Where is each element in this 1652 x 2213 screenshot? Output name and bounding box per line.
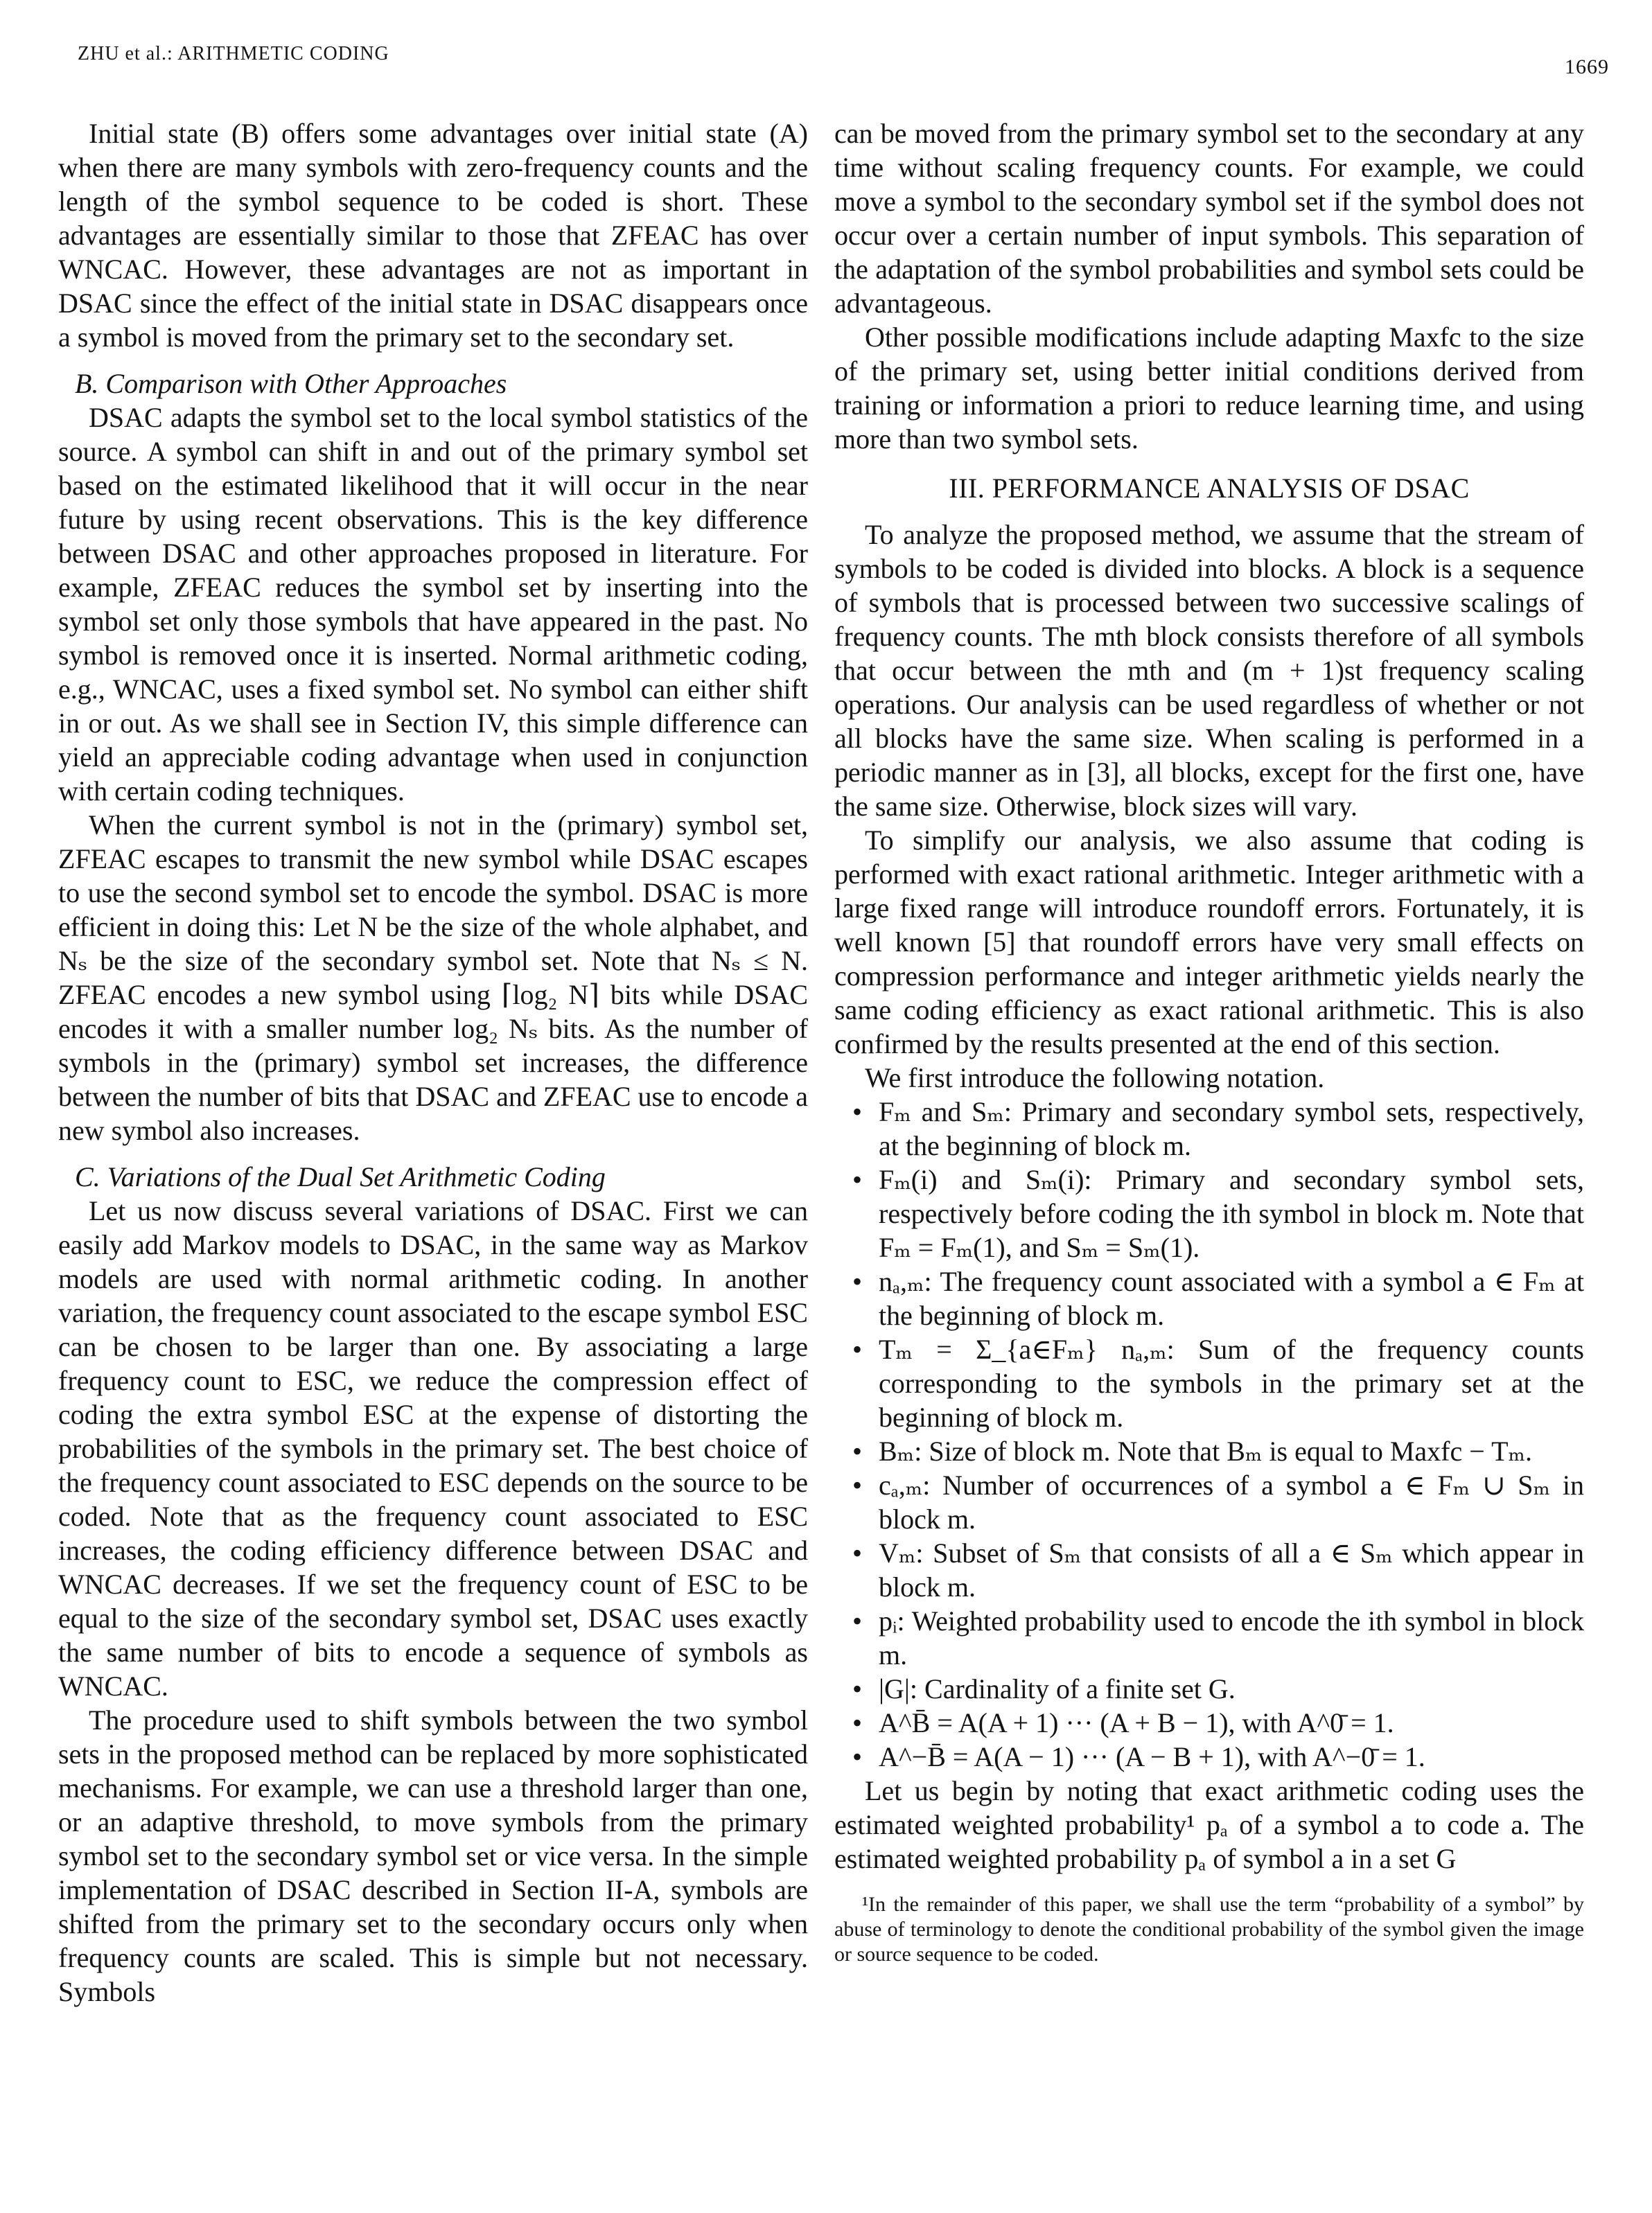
paragraph: To simplify our analysis, we also assume that coding is performed with exact rational arithmetic. Integer arithmetic with a large fixed range will introduce roundoff errors. Fortunately, it is well known [5] that roundoff errors have very small effects on compression performance and integer arithmetic yields nearly the same coding efficiency as exact rational arithmetic. This is also confirmed by the results presented at the end of this section. <box>834 825 1584 1059</box>
paragraph: We first introduce the following notation. <box>865 1062 1325 1093</box>
paragraph: To analyze the proposed method, we assume that the stream of symbols to be coded is divided into blocks. A block is a sequence of symbols that is processed between two successive scalings of frequency counts. The mth block consists therefore of all symbols that occur between the mth and (m + 1)st frequency scaling operations. Our analysis can be used regardless of whether or not all blocks have the same size. When scaling is performed in a periodic manner as in [3], all blocks, except for the first one, have the same size. Otherwise, block sizes will vary. <box>834 519 1584 822</box>
notation-item: • A^B̄ = A(A + 1) ··· (A + B − 1), with A^0̄ = 1. <box>852 1706 1584 1740</box>
footnote: ¹In the remainder of this paper, we shall use the term “probability of a symbol” by abuse of terminology to denote the conditional probability of the symbol given the image or source sequence to be coded. <box>834 1893 1584 1966</box>
notation-item: • Tₘ = Σ_{a∈Fₘ} nₐ,ₘ: Sum of the frequency counts corresponding to the symbols in the primary set at the beginning of block m. <box>852 1332 1584 1434</box>
paragraph: Other possible modifications include adapting Maxfc to the size of the primary set, using better initial conditions derived from training or information a priori to reduce learning time, and using more than two symbol sets. <box>834 321 1584 455</box>
subsection-heading: C. Variations of the Dual Set Arithmetic Coding <box>75 1161 606 1192</box>
notation-item: • Fₘ(i) and Sₘ(i): Primary and secondary symbol sets, respectively before coding the ith symbol in block m. Note that Fₘ = Fₘ(1), and Sₘ = Sₘ(1). <box>852 1163 1584 1264</box>
page-number: 1669 <box>1565 55 1609 78</box>
subsection-heading: B. Comparison with Other Approaches <box>75 368 507 399</box>
notation-item: • Vₘ: Subset of Sₘ that consists of all a ∈ Sₘ which appear in block m. <box>852 1536 1584 1604</box>
paragraph: DSAC adapts the symbol set to the local symbol statistics of the source. A symbol can shift in and out of the primary symbol set based on the estimated likelihood that it will occur in the near future by using recent observations. This is the key difference between DSAC and other approaches proposed in literature. For example, ZFEAC reduces the symbol set by inserting into the symbol set only those symbols that have appeared in the past. No symbol is removed once it is inserted. Normal arithmetic coding, e.g., WNCAC, uses a fixed symbol set. No symbol can either shift in or out. As we shall see in Section IV, this simple difference can yield an appreciable coding advantage when used in conjunction with certain coding techniques. <box>58 402 808 806</box>
paragraph: When the current symbol is not in the (primary) symbol set, ZFEAC escapes to transmit the new symbol while DSAC escapes to use the second symbol set to encode the symbol. DSAC is more efficient in doing this: Let N be the size of the whole alphabet, and Nₛ be the size of the secondary symbol set. Note that Nₛ ≤ N. ZFEAC encodes a new symbol using ⌈log₂ N⌉ bits while DSAC encodes it with a smaller number log₂ Nₛ bits. As the number of symbols in the (primary) symbol set increases, the difference between the number of bits that DSAC and ZFEAC use to encode a new symbol also increases. <box>58 809 808 1146</box>
paragraph: Let us begin by noting that exact arithmetic coding uses the estimated weighted probability¹ pₐ of a symbol a to code a. The estimated weighted probability pₐ of symbol a in a set G <box>834 1775 1584 1874</box>
paragraph: Initial state (B) offers some advantages over initial state (A) when there are many symbols with zero-frequency counts and the length of the symbol sequence to be coded is short. These advantages are essentially similar to those that ZFEAC has over WNCAC. However, these advantages are not as important in DSAC since the effect of the initial state in DSAC disappears once a symbol is moved from the primary set to the secondary set. <box>58 118 808 353</box>
notation-item: • cₐ,ₘ: Number of occurrences of a symbol a ∈ Fₘ ∪ Sₘ in block m. <box>852 1468 1584 1536</box>
notation-item: • A^−B̄ = A(A − 1) ··· (A − B + 1), with A^−0̄ = 1. <box>852 1740 1584 1774</box>
left-column <box>58 116 808 2009</box>
paragraph: Let us now discuss several variations of DSAC. First we can easily add Markov models to DSAC, in the same way as Markov models are used with normal arithmetic coding. In another variation, the frequency count associated to the escape symbol ESC can be chosen to be larger than one. By associating a large frequency count to ESC, we reduce the compression effect of coding the extra symbol ESC at the expense of distorting the probabilities of the symbols in the primary set. The best choice of the frequency count associated to ESC depends on the source to be coded. Note that as the frequency count associated to ESC increases, the coding efficiency difference between DSAC and WNCAC decreases. If we set the frequency count of ESC to be equal to the size of the secondary symbol set, DSAC uses exactly the same number of bits to encode a sequence of symbols as WNCAC. <box>58 1195 808 1702</box>
section-heading: III. PERFORMANCE ANALYSIS OF DSAC <box>949 473 1470 504</box>
notation-item: • |G|: Cardinality of a finite set G. <box>852 1672 1584 1706</box>
right-column <box>834 116 1584 1967</box>
notation-item: • nₐ,ₘ: The frequency count associated with a symbol a ∈ Fₘ at the beginning of block m. <box>852 1264 1584 1332</box>
notation-item: • pᵢ: Weighted probability used to encode the ith symbol in block m. <box>852 1604 1584 1672</box>
running-header: ZHU et al.: ARITHMETIC CODING <box>78 43 389 64</box>
paragraph: The procedure used to shift symbols between the two symbol sets in the proposed method can be replaced by more sophisticated mechanisms. For example, we can use a threshold larger than one, or an adaptive threshold, to move symbols from the primary symbol set to the secondary symbol set or vice versa. In the simple implementation of DSAC described in Section II-A, symbols are shifted from the primary set to the secondary occurs only when frequency counts are scaled. This is simple but not necessary. Symbols <box>58 1704 808 2007</box>
notation-list <box>834 1095 1584 1774</box>
paragraph: can be moved from the primary symbol set to the secondary at any time without scaling frequency counts. For example, we could move a symbol to the secondary symbol set if the symbol does not occur over a certain number of input symbols. This separation of the adaptation of the symbol probabilities and symbol sets could be advantageous. <box>834 118 1584 319</box>
notation-item: • Bₘ: Size of block m. Note that Bₘ is equal to Maxfc − Tₘ. <box>852 1434 1584 1468</box>
notation-item: • Fₘ and Sₘ: Primary and secondary symbol sets, respectively, at the beginning of block m. <box>852 1095 1584 1163</box>
